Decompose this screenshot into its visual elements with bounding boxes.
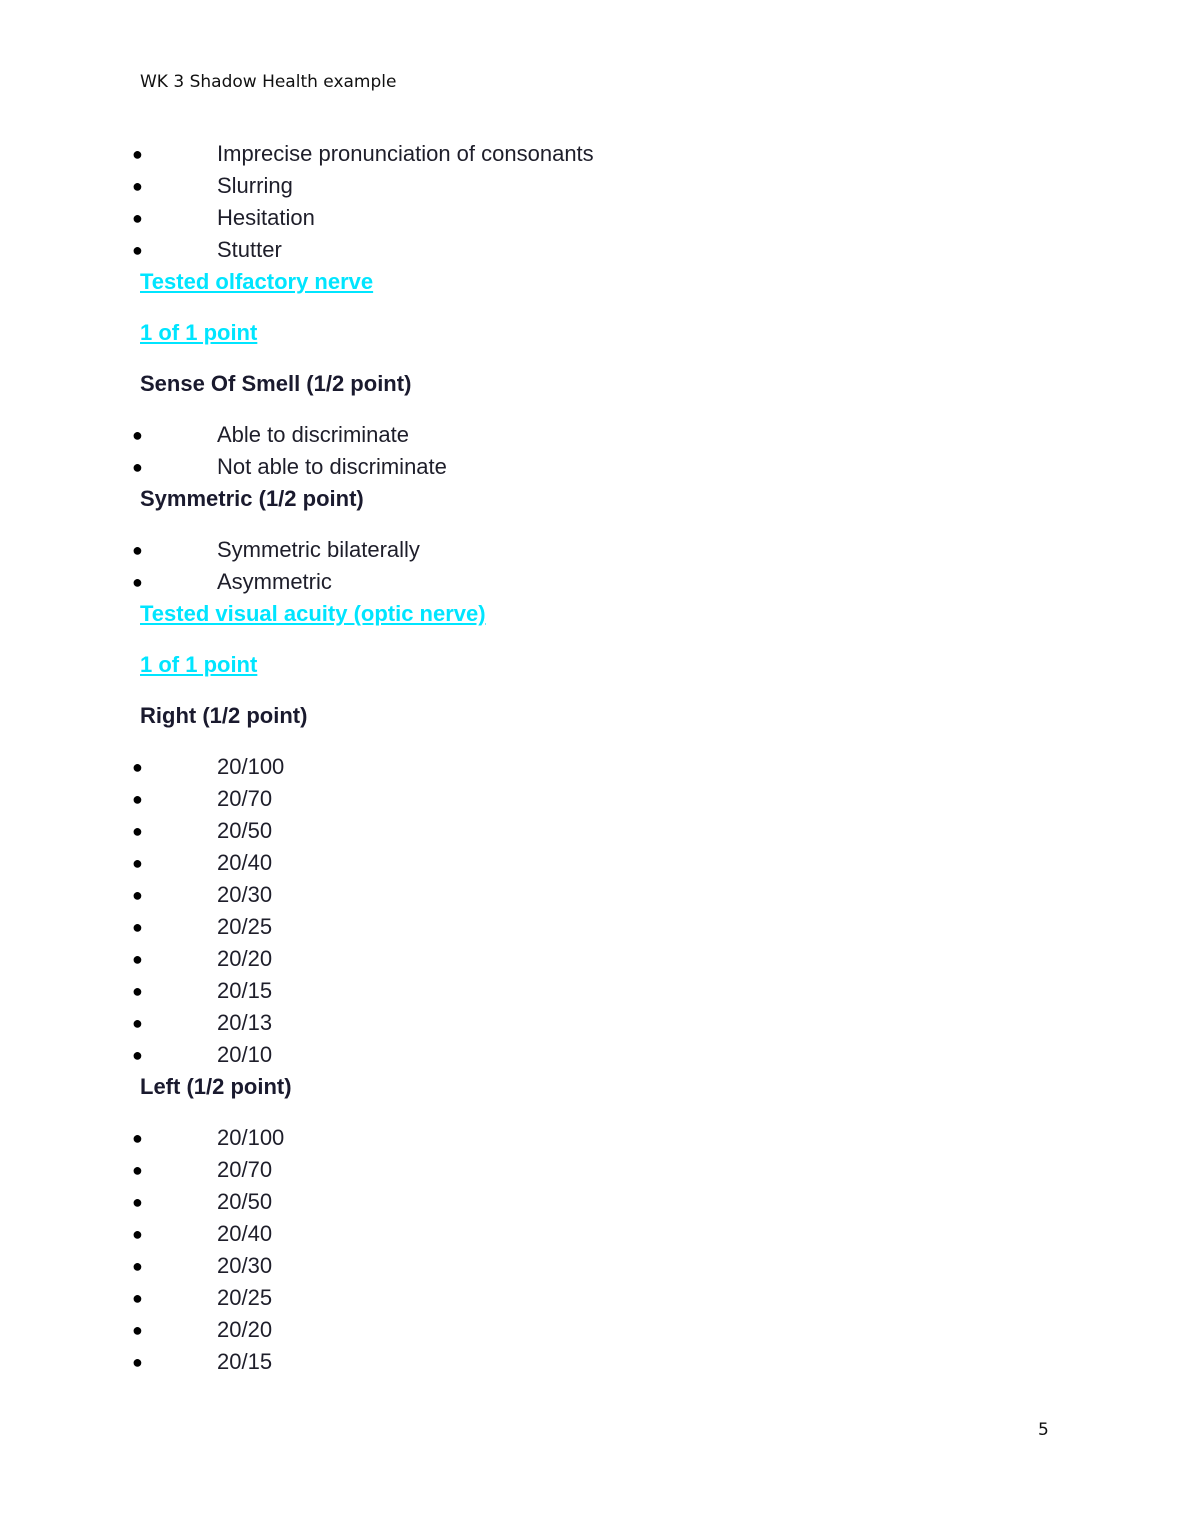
bullet-icon: ● [132,240,143,260]
bullet-icon: ● [132,1352,143,1372]
list-item: ● 20/15 [0,975,1190,1007]
list-item: ● 20/100 [0,1122,1190,1154]
bullet-icon: ● [132,1013,143,1033]
list-item: ● 20/100 [0,751,1190,783]
list-item: ● Able to discriminate [0,419,1190,451]
bullet-icon: ● [132,1288,143,1308]
bullet-icon: ● [132,757,143,777]
list-item: ● 20/40 [0,1218,1190,1250]
list-item: ● 20/20 [0,1314,1190,1346]
document-body [0,138,1190,1378]
bullet-icon: ● [132,457,143,477]
list-item: ● 20/30 [0,1250,1190,1282]
visual-heading-link[interactable]: Tested visual acuity (optic nerve) [140,601,486,626]
bullet-icon: ● [132,1128,143,1148]
list-item: ● Hesitation [0,202,1190,234]
bullet-icon: ● [132,981,143,1001]
bullet-icon: ● [132,917,143,937]
olfactory-heading-link[interactable]: Tested olfactory nerve [140,269,374,294]
page-number: 5 [1038,1420,1049,1440]
bullet-icon: ● [132,1192,143,1212]
symmetric-options-list [0,534,1190,598]
list-item: ● Stutter [0,234,1190,266]
bullet-icon: ● [132,144,143,164]
list-item: ● 20/70 [0,783,1190,815]
list-item: ● 20/50 [0,815,1190,847]
bullet-icon: ● [132,540,143,560]
bullet-icon: ● [132,425,143,445]
bullet-icon: ● [132,1256,143,1276]
bullet-icon: ● [132,885,143,905]
bullet-icon: ● [132,1224,143,1244]
right-eye-subheading: Right (1/2 point) [140,703,308,728]
visual-points-link[interactable]: 1 of 1 point [140,652,258,677]
symmetric-subheading: Symmetric (1/2 point) [140,486,364,511]
bullet-icon: ● [132,1320,143,1340]
list-item: ● 20/25 [0,911,1190,943]
list-item: ● Slurring [0,170,1190,202]
bullet-icon: ● [132,853,143,873]
bullet-icon: ● [132,1160,143,1180]
document-header: WK 3 Shadow Health example [140,72,397,92]
list-item: ● 20/25 [0,1282,1190,1314]
list-item: ● 20/40 [0,847,1190,879]
bullet-icon: ● [132,949,143,969]
left-eye-subheading: Left (1/2 point) [140,1074,292,1099]
smell-options-list [0,419,1190,483]
list-item: ● Asymmetric [0,566,1190,598]
list-item: ● Not able to discriminate [0,451,1190,483]
list-item: ● 20/13 [0,1007,1190,1039]
right-eye-options-list [0,751,1190,1071]
bullet-icon: ● [132,208,143,228]
list-item: ● 20/70 [0,1154,1190,1186]
bullet-icon: ● [132,1045,143,1065]
bullet-icon: ● [132,789,143,809]
bullet-icon: ● [132,821,143,841]
bullet-icon: ● [132,176,143,196]
olfactory-points-link[interactable]: 1 of 1 point [140,320,258,345]
list-item: ● Imprecise pronunciation of consonants [0,138,1190,170]
speech-list [0,138,1190,266]
list-item: ● 20/15 [0,1346,1190,1378]
list-item: ● 20/20 [0,943,1190,975]
list-item: ● 20/30 [0,879,1190,911]
list-item: ● 20/50 [0,1186,1190,1218]
bullet-icon: ● [132,572,143,592]
list-item: ● 20/10 [0,1039,1190,1071]
smell-subheading: Sense Of Smell (1/2 point) [140,371,412,396]
left-eye-options-list [0,1122,1190,1378]
list-item: ● Symmetric bilaterally [0,534,1190,566]
